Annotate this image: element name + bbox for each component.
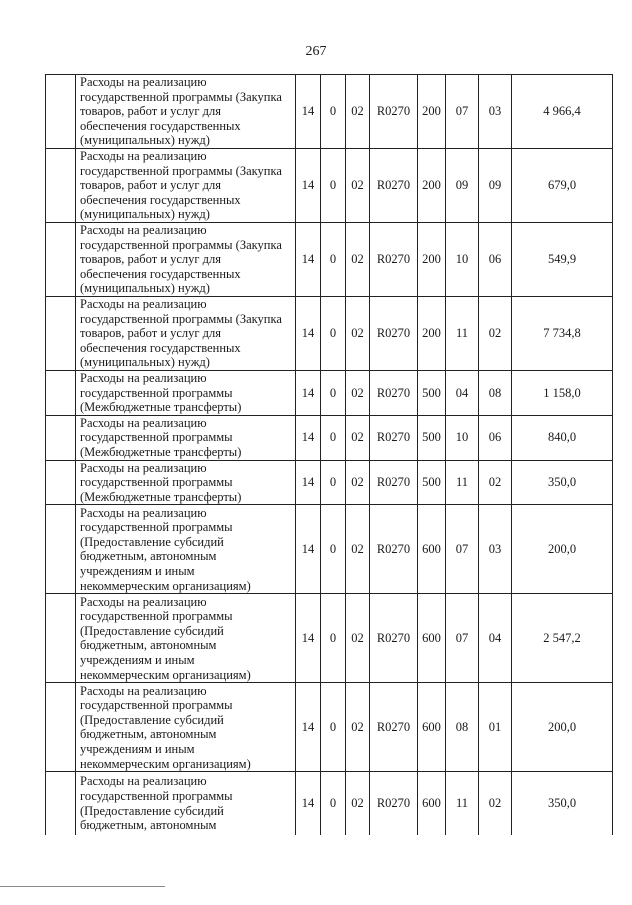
subsection-code-cell: 08 [479,371,512,416]
section-code-cell: 10 [446,223,479,297]
expense-name-line: товаров, работ и услуг для [80,326,222,341]
amount-cell: 2 547,2 [512,594,613,683]
ministry-code-cell: 14 [296,505,321,594]
amount-cell: 4 966,4 [512,75,613,149]
ministry-code-cell: 14 [296,297,321,371]
target-article-cell: R0270 [370,223,418,297]
table-row [46,505,613,594]
expense-type-cell: 600 [418,594,446,683]
expense-type-cell: 200 [418,223,446,297]
expense-name-line: государственной программы [80,430,233,445]
table-row [46,297,613,371]
row-number-cell [46,75,76,149]
expense-name-line: (Предоставление субсидий [80,803,224,818]
expense-name-line: Расходы на реализацию [80,371,207,385]
expense-type-cell: 200 [418,75,446,149]
expense-name-line: учреждениям и иным [80,741,195,756]
expense-name-line: бюджетным, автономным [80,727,217,742]
expense-name-cell [76,297,296,371]
section-code-cell: 04 [446,371,479,416]
section-code-cell: 11 [446,772,479,835]
expense-name-line: (Предоставление субсидий [80,623,224,638]
subprogram-code-cell: 02 [346,223,370,297]
expense-type-cell: 600 [418,505,446,594]
expense-name-line: (муниципальных) нужд) [80,281,210,296]
amount-cell: 840,0 [512,415,613,460]
expense-name-cell [76,371,296,416]
program-code-cell: 0 [321,772,346,835]
program-code-cell: 0 [321,297,346,371]
table-row [46,415,613,460]
target-article-cell: R0270 [370,505,418,594]
subsection-code-cell: 01 [479,683,512,772]
row-number-cell [46,594,76,683]
target-article-cell: R0270 [370,594,418,683]
section-code-cell: 11 [446,460,479,505]
table-row [46,772,613,835]
amount-cell: 549,9 [512,223,613,297]
amount-cell: 350,0 [512,772,613,835]
subprogram-code-cell: 02 [346,683,370,772]
subsection-code-cell: 03 [479,505,512,594]
ministry-code-cell: 14 [296,594,321,683]
target-article-cell: R0270 [370,149,418,223]
expense-name-line: (муниципальных) нужд) [80,133,210,148]
amount-cell: 350,0 [512,460,613,505]
expense-name-line: (Предоставление субсидий [80,534,224,549]
expense-name-line: бюджетным, автономным [80,638,217,653]
program-code-cell: 0 [321,505,346,594]
row-number-cell [46,415,76,460]
ministry-code-cell: 14 [296,683,321,772]
ministry-code-cell: 14 [296,75,321,149]
section-code-cell: 07 [446,75,479,149]
expense-name-line: Расходы на реализацию [80,75,207,90]
expense-type-cell: 500 [418,415,446,460]
expense-name-line: некоммерческим организациям) [80,578,251,593]
amount-cell: 7 734,8 [512,297,613,371]
expense-name-line: некоммерческим организациям) [80,667,251,682]
subsection-code-cell: 03 [479,75,512,149]
expense-type-cell: 200 [418,149,446,223]
row-number-cell [46,223,76,297]
expense-name-line: Расходы на реализацию [80,505,207,520]
table-row [46,683,613,772]
expense-name-cell [76,75,296,149]
subsection-code-cell: 06 [479,415,512,460]
expense-name-cell [76,594,296,683]
expense-name-line: государственной программы [80,520,233,535]
expense-name-line: Расходы на реализацию [80,460,207,475]
subsection-code-cell: 04 [479,594,512,683]
expense-name-line: государственной программы (Закупка [80,311,282,326]
table-row [46,223,613,297]
expense-type-cell: 600 [418,772,446,835]
target-article-cell: R0270 [370,415,418,460]
ministry-code-cell: 14 [296,415,321,460]
expense-name-line: (Межбюджетные трансферты) [80,489,242,504]
expense-name-line: Расходы на реализацию [80,683,207,698]
expense-name-line: Расходы на реализацию [80,774,207,789]
expense-type-cell: 200 [418,297,446,371]
expense-type-cell: 600 [418,683,446,772]
expense-name-line: государственной программы [80,609,233,624]
expense-name-cell [76,460,296,505]
program-code-cell: 0 [321,75,346,149]
expense-name-line: Расходы на реализацию [80,415,207,430]
subprogram-code-cell: 02 [346,505,370,594]
row-number-cell [46,505,76,594]
expense-name-line: (Межбюджетные трансферты) [80,444,242,459]
expense-name-line: (муниципальных) нужд) [80,207,210,222]
expense-type-cell: 500 [418,460,446,505]
program-code-cell: 0 [321,223,346,297]
expense-name-line: товаров, работ и услуг для [80,178,222,193]
subsection-code-cell: 06 [479,223,512,297]
expense-name-cell [76,772,296,835]
section-code-cell: 08 [446,683,479,772]
section-code-cell: 07 [446,505,479,594]
expense-name-line: товаров, работ и услуг для [80,104,222,119]
subprogram-code-cell: 02 [346,772,370,835]
expense-name-line: учреждениям и иным [80,563,195,578]
section-code-cell: 07 [446,594,479,683]
expense-name-line: (муниципальных) нужд) [80,355,210,370]
target-article-cell: R0270 [370,460,418,505]
expense-name-line: учреждениям и иным [80,652,195,667]
section-code-cell: 11 [446,297,479,371]
amount-cell: 679,0 [512,149,613,223]
expense-name-line: Расходы на реализацию [80,594,207,609]
row-number-cell [46,772,76,835]
amount-cell: 200,0 [512,683,613,772]
expense-name-line: бюджетным, автономным [80,818,217,833]
table-row [46,371,613,416]
expense-name-line: обеспечения государственных [80,266,241,281]
program-code-cell: 0 [321,460,346,505]
row-number-cell [46,460,76,505]
ministry-code-cell: 14 [296,149,321,223]
expense-name-line: бюджетным, автономным [80,549,217,564]
section-code-cell: 10 [446,415,479,460]
expense-name-line: обеспечения государственных [80,340,241,355]
ministry-code-cell: 14 [296,371,321,416]
subprogram-code-cell: 02 [346,415,370,460]
subprogram-code-cell: 02 [346,460,370,505]
target-article-cell: R0270 [370,371,418,416]
expense-type-cell: 500 [418,371,446,416]
expense-name-cell [76,683,296,772]
expense-name-line: государственной программы [80,698,233,713]
subprogram-code-cell: 02 [346,75,370,149]
expense-name-line: Расходы на реализацию [80,223,207,238]
program-code-cell: 0 [321,683,346,772]
section-code-cell: 09 [446,149,479,223]
subsection-code-cell: 02 [479,460,512,505]
ministry-code-cell: 14 [296,223,321,297]
row-number-cell [46,371,76,416]
ministry-code-cell: 14 [296,772,321,835]
program-code-cell: 0 [321,415,346,460]
target-article-cell: R0270 [370,297,418,371]
expense-name-line: государственной программы [80,385,233,400]
amount-cell: 200,0 [512,505,613,594]
expense-name-line: (Предоставление субсидий [80,712,224,727]
target-article-cell: R0270 [370,75,418,149]
expense-name-line: Расходы на реализацию [80,149,207,164]
expense-name-line: обеспечения государственных [80,118,241,133]
expense-name-cell [76,149,296,223]
program-code-cell: 0 [321,594,346,683]
row-number-cell [46,149,76,223]
subprogram-code-cell: 02 [346,594,370,683]
subprogram-code-cell: 02 [346,371,370,416]
footer-divider [0,886,165,887]
page-number: 267 [305,44,327,59]
subsection-code-cell: 02 [479,297,512,371]
expense-name-line: государственной программы (Закупка [80,89,282,104]
subprogram-code-cell: 02 [346,297,370,371]
table-row [46,149,613,223]
table-row [46,460,613,505]
expense-name-line: государственной программы (Закупка [80,163,282,178]
expense-name-cell [76,415,296,460]
subsection-code-cell: 02 [479,772,512,835]
table-row [46,594,613,683]
expense-name-line: обеспечения государственных [80,192,241,207]
table-body [46,75,613,835]
row-number-cell [46,683,76,772]
table-row [46,75,613,149]
subsection-code-cell: 09 [479,149,512,223]
amount-cell: 1 158,0 [512,371,613,416]
target-article-cell: R0270 [370,772,418,835]
expense-name-line: государственной программы [80,475,233,490]
target-article-cell: R0270 [370,683,418,772]
budget-table [45,74,613,835]
expense-name-cell [76,223,296,297]
expense-name-line: некоммерческим организациям) [80,756,251,771]
expense-name-line: государственной программы (Закупка [80,237,282,252]
expense-name-line: Расходы на реализацию [80,297,207,312]
row-number-cell [46,297,76,371]
expense-name-line: товаров, работ и услуг для [80,252,222,267]
ministry-code-cell: 14 [296,460,321,505]
expense-name-cell [76,505,296,594]
expense-name-line: (Межбюджетные трансферты) [80,400,242,415]
expense-name-line: государственной программы [80,789,233,803]
program-code-cell: 0 [321,149,346,223]
subprogram-code-cell: 02 [346,149,370,223]
program-code-cell: 0 [321,371,346,416]
